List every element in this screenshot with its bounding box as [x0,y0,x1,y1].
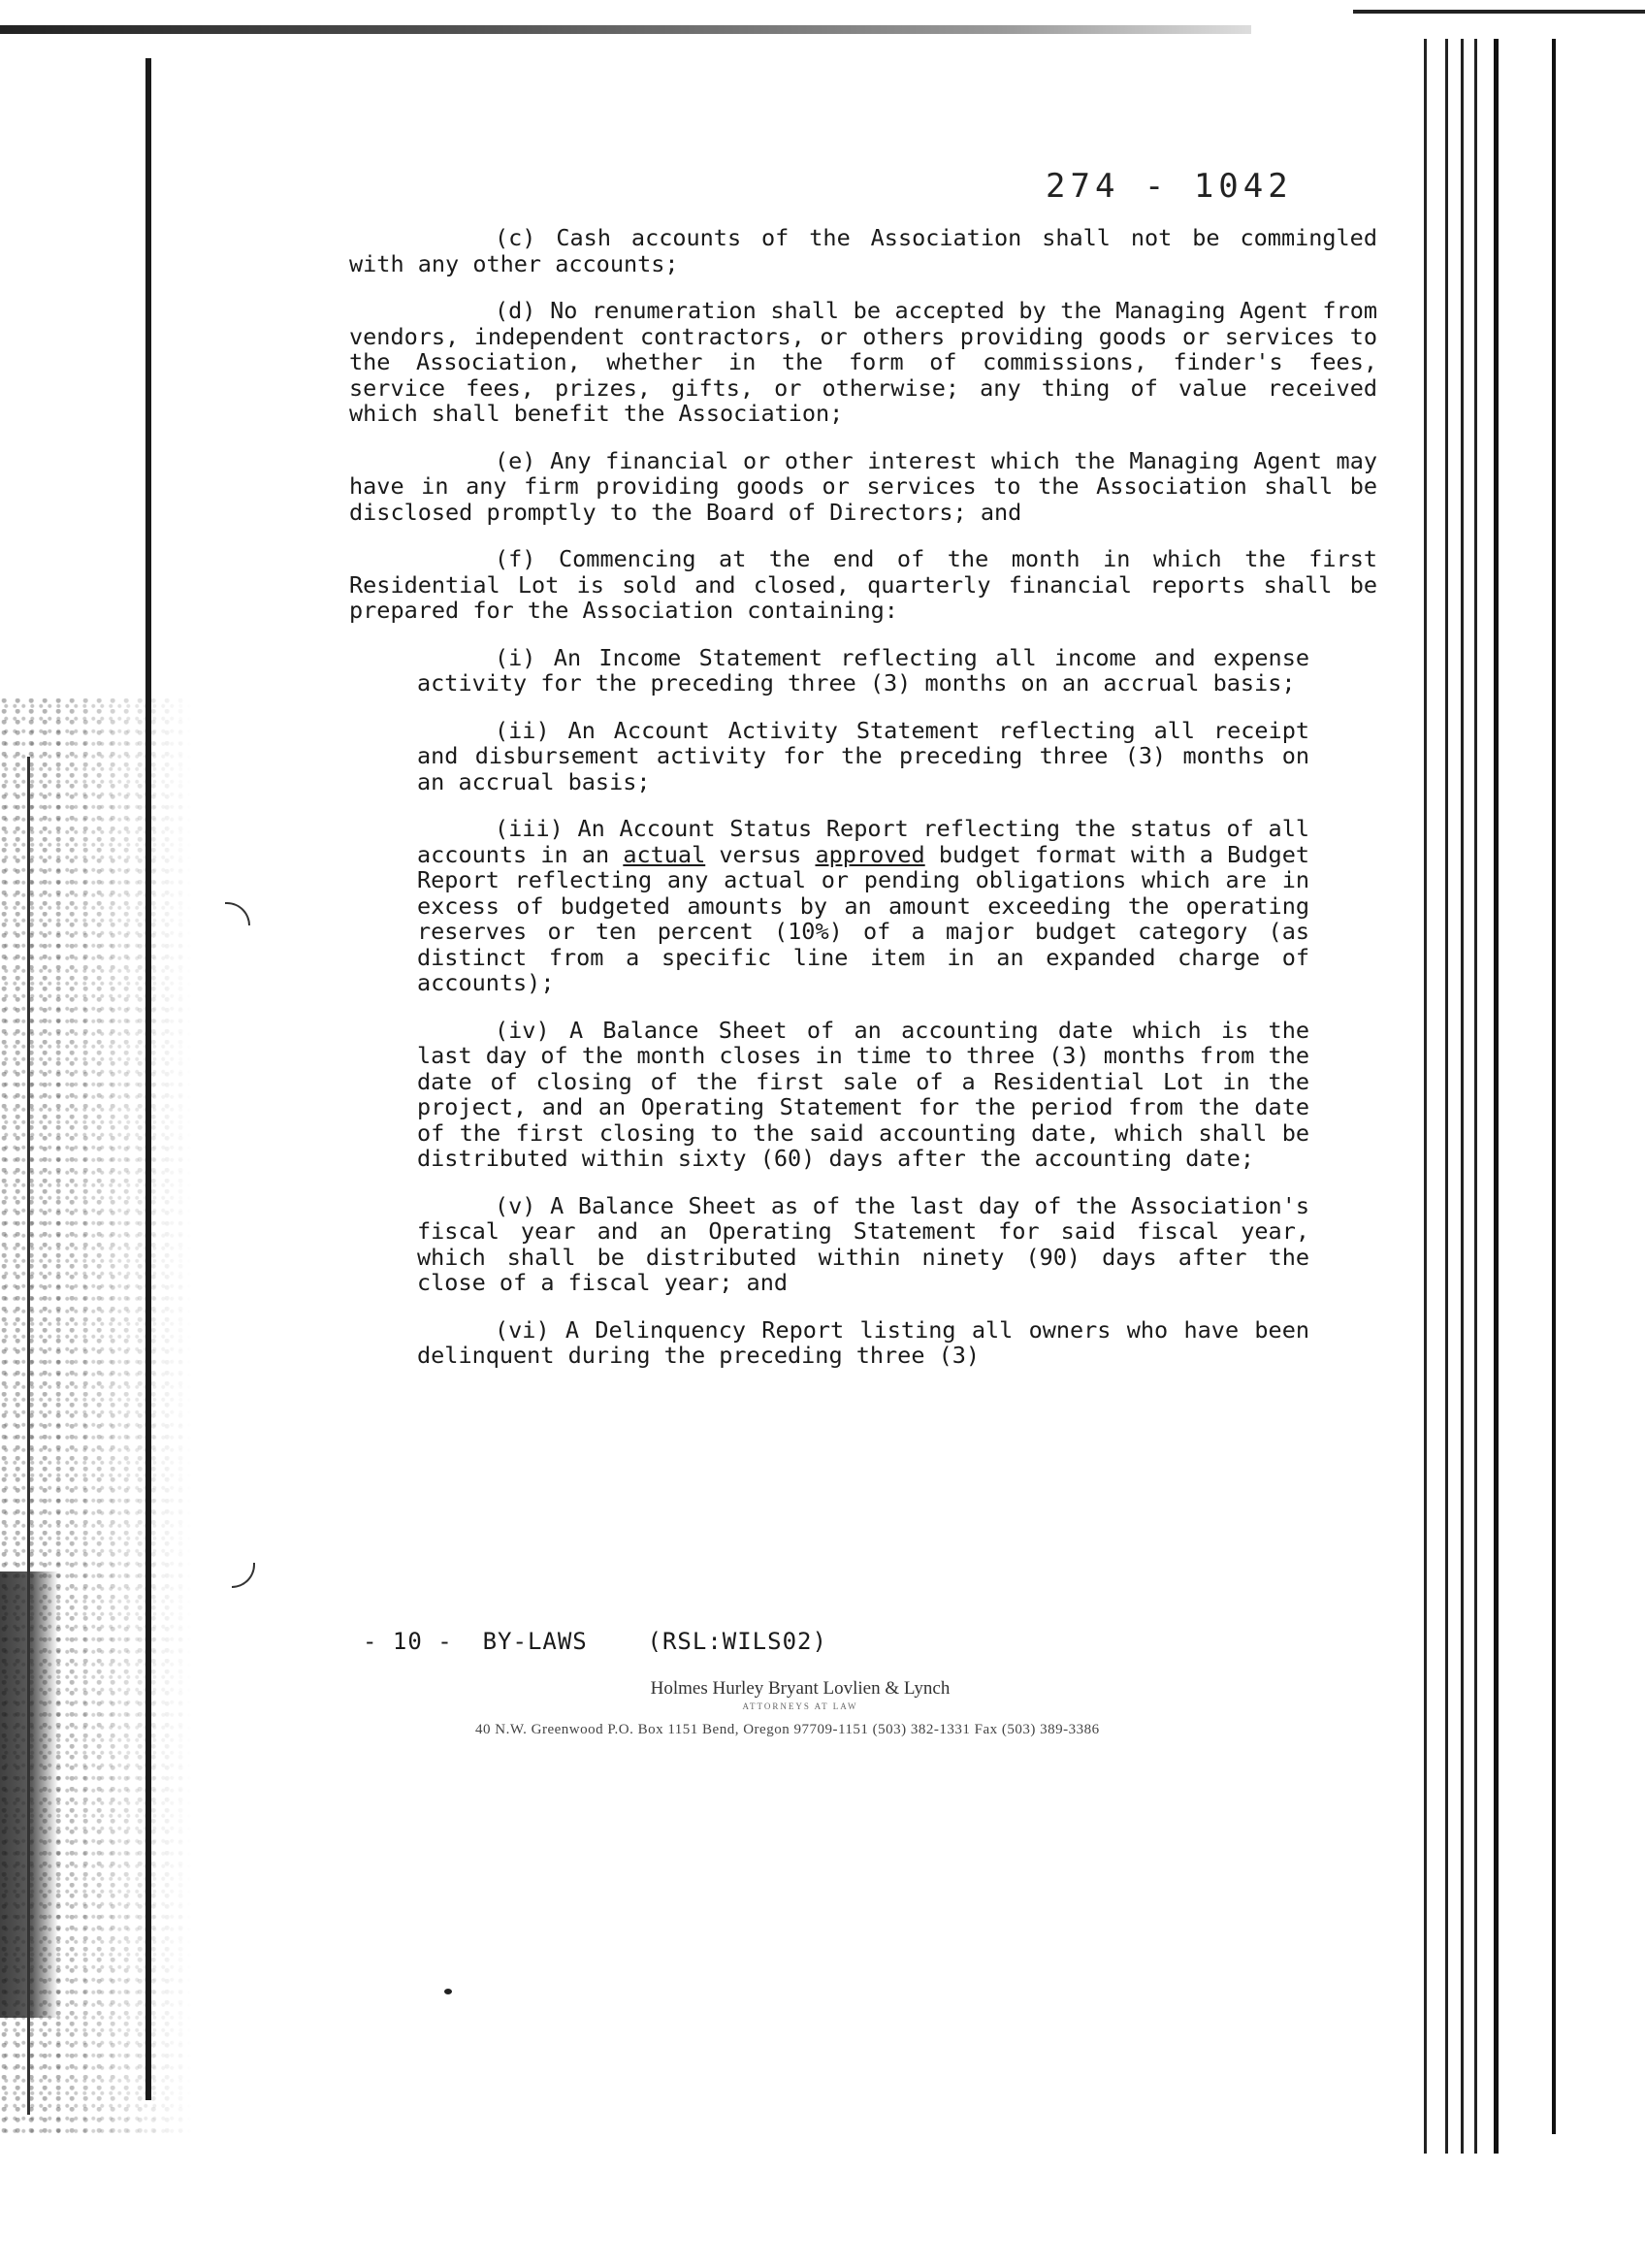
subitem-v [417,1193,1309,1296]
subitem-label: (i) [495,643,536,671]
scan-mark [225,902,250,925]
scan-mark [232,1563,255,1588]
firm-name: Holmes Hurley Bryant Lovlien & Lynch [650,1678,951,1699]
subitem-text: A Balance Sheet as of the last day of the Association's fiscal year and an Operating Statement for said fiscal year, which shall be distributed within ninety (90) days after the close of a fiscal year; and [417,1191,1309,1296]
scan-top-edge [0,25,1251,34]
firm-address: 40 N.W. Greenwood P.O. Box 1151 Bend, Oregon 97709-1151 (503) 382-1331 Fax (503) 389-3386 [475,1722,1100,1737]
paragraph-label: (c) [495,224,536,251]
paragraph-text: Cash accounts of the Association shall not be commingled with any other accounts; [349,224,1377,277]
scan-left-rule [145,58,151,2100]
firm-subtitle: ATTORNEYS AT LAW [742,1701,858,1711]
subitem-text: A Balance Sheet of an accounting date which is the last day of the month closes in time to three (3) months from the date of closing of the first sale of a Residential Lot in the project, and an Operating Statement for the period from the date of the first closing to the said accounting date, which shall be distributed within sixty (60) days after the accounting date; [417,1016,1309,1172]
subitem-label: (vi) [495,1315,550,1344]
underlined-approved: approved [815,840,925,868]
paragraph-label: (d) [495,297,536,324]
subitem-ii [417,718,1309,795]
subitem-label: (iii) [495,815,564,842]
subitem-iii [417,816,1309,996]
subitem-text: An Account Activity Statement reflecting all receipt and disbursement activity for the preceding three (3) months on an accrual basis; [417,716,1309,795]
firm-letterhead [582,1678,1261,1711]
scan-right-line [1461,39,1464,2154]
subitem-text-after: budget format with a Budget Report reflecting any actual or pending obligations which are in excess of budgeted amounts by an amount exceeding the operating reserves or ten percent (10%) of a major budget category (as distinct from a specific line item in an expanded charge of accounts); [417,840,1309,996]
paragraph-f [349,546,1377,624]
scan-left-rule-outer [27,757,30,2115]
subitem-vi [417,1317,1309,1369]
paragraph-e [349,448,1377,526]
scan-right-line [1494,39,1499,2154]
paragraph-text: Any financial or other interest which the Managing Agent may have in any firm providing goods or services to the Association shall be disclosed promptly to the Board of Directors; and [349,446,1377,526]
subitem-text-before: An Account Status Report reflecting the status of all accounts in an [417,815,1309,868]
footer-page-label: - 10 - BY-LAWS (RSL:WILS02) [363,1628,827,1655]
scan-right-line [1474,39,1477,2154]
paragraph-text: No renumeration shall be accepted by the Managing Agent from vendors, independent contractors, or others providing goods or services to the Association, whether in the form of commissions, finder's fees, service fees, prizes, gifts, or otherwise; any thing of value received which shall benefit the Association; [349,297,1377,427]
subitem-label: (ii) [495,716,550,744]
scan-right-line [1424,39,1427,2154]
underlined-actual: actual [623,840,706,868]
paragraph-text: Commencing at the end of the month in which the first Residential Lot is sold and closed, quarterly financial reports shall be prepared for the Association containing: [349,545,1377,624]
subitem-label: (iv) [495,1016,550,1044]
document-body [349,225,1377,1390]
subitem-label: (v) [495,1191,536,1219]
scan-dot [444,1989,452,1994]
page-number: 274 - 1042 [1046,167,1293,206]
scan-right-line [1445,39,1448,2154]
paragraph-label: (e) [495,446,536,474]
paragraph-c [349,225,1377,276]
subitem-text: A Delinquency Report listing all owners who have been delinquent during the preceding three (3) [417,1315,1309,1369]
subitem-text-mid: versus [705,840,816,868]
paragraph-d [349,298,1377,427]
scan-right-line [1552,39,1556,2134]
subitem-i [417,645,1309,697]
paragraph-label: (f) [495,545,536,572]
subitem-text: An Income Statement reflecting all income and expense activity for the preceding three (3) months on an accrual basis; [417,643,1309,697]
subitem-iv [417,1018,1309,1172]
scan-top-edge-right [1353,10,1645,14]
